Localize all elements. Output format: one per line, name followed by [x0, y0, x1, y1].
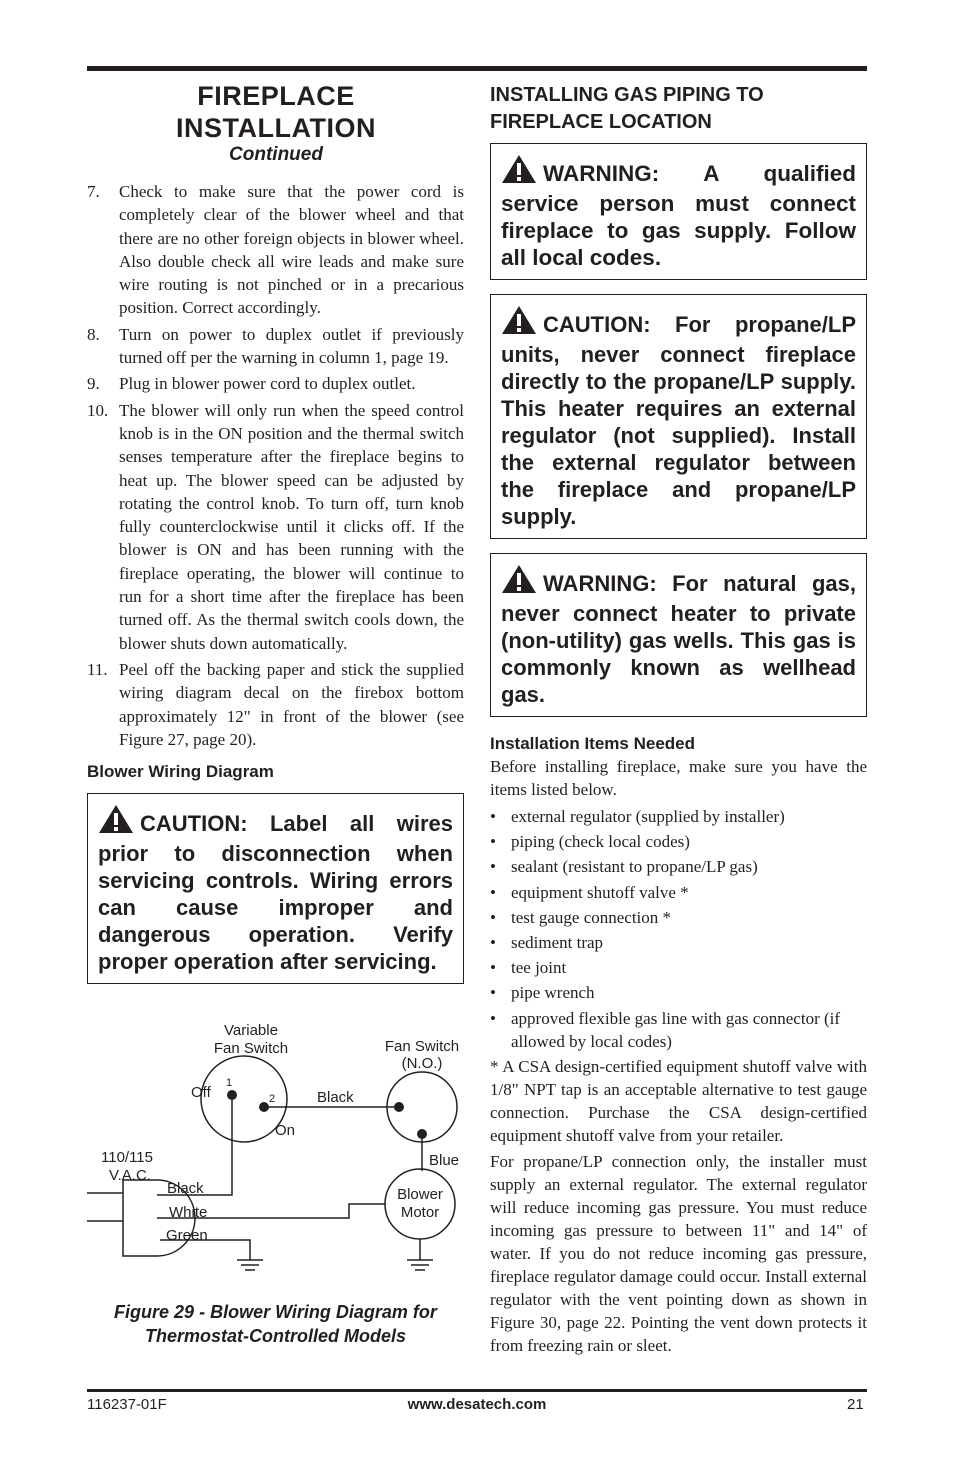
step-number: 11. [87, 659, 108, 679]
warning-triangle-icon [501, 305, 537, 341]
list-item: • sediment trap [490, 931, 867, 954]
figure-caption [87, 1300, 464, 1348]
gas-piping-heading [490, 82, 867, 136]
label-pos1: 1 [226, 1077, 233, 1089]
step-number: 10. [87, 400, 109, 420]
list-item: • approved flexible gas line with gas connector (if allowed by local codes) [490, 1007, 867, 1053]
step-text: The blower will only run when the speed control knob is in the ON position and the thermal switch senses temperature after the fireplace begins to heat up. The blower speed can be adjusted by rotating the control knob. To turn off, turn knob fully counterclockwise until it clicks off. If the blower is ON and has been running with the fireplace operating, the blower will continue to run for a short time after the fireplace has been turned off. As the thermal switch cools down, the blower shuts down automatically. [119, 400, 464, 653]
label-fan-switch: Fan Switch [213, 1040, 289, 1057]
list-item: • external regulator (supplied by installer) [490, 805, 867, 828]
step-item [87, 372, 464, 395]
propane-paragraph: For propane/LP connection only, the installer must supply an external regulator. The external regulator will reduce incoming gas pressure. You must reduce incoming gas pressure to between 11" and 14" of water. If you do not reduce incoming gas pressure, fireplace regulator damage could occur. Install external regulator with the vent pointing down as shown in Figure 30, page 22. Pointing the vent down protects it from freezing rain or sleet. [490, 1151, 867, 1355]
list-item: • tee joint [490, 956, 867, 979]
warning-wellhead-text: WARNING: For natural gas, never connect heater to private (non-utility) gas wells. This gas is commonly known as wellhead gas. [501, 571, 856, 707]
gas-piping-heading-line1: INSTALLING GAS PIPING TO [490, 84, 764, 106]
items-intro: Before installing fireplace, make sure you have the items listed below. [490, 757, 867, 799]
label-motor2: Motor [400, 1204, 440, 1221]
section-title-line1: FIREPLACE [197, 81, 355, 111]
label-motor1: Blower [397, 1186, 443, 1203]
figure-caption-line2: Thermostat-Controlled Models [144, 1326, 406, 1346]
right-column [490, 80, 867, 1357]
caution-box-wiring [87, 793, 464, 984]
caution-box-propane [490, 294, 867, 539]
label-vac: V.A.C. [109, 1167, 151, 1184]
step-text: Check to make sure that the power cord is completely clear of the blower wheel and that there are no other foreign objects in blower wheel. Also double check all wire leads and make sure wire routing is not pinched or in a precarious position. Correct accordingly. [119, 182, 464, 318]
step-number: 8. [87, 324, 100, 344]
section-title [87, 80, 465, 144]
warning-triangle-icon [501, 154, 537, 190]
label-voltage: 110/115 [101, 1149, 153, 1166]
label-on: On [275, 1122, 296, 1139]
list-item: • pipe wrench [490, 981, 867, 1004]
steps-list [87, 180, 464, 751]
figure-caption-line1: Figure 29 - Blower Wiring Diagram for [114, 1302, 437, 1322]
step-item [87, 399, 464, 655]
caution-propane-text: CAUTION: For propane/LP units, never connect fireplace directly to the propane/LP supply. This heater requires an external regulator (not supplied). Install the external regulator between the fireplace and propane/LP supply. [501, 312, 856, 529]
items-list [490, 805, 867, 1053]
section-subtitle: Continued [229, 144, 323, 165]
items-heading: Installation Items Needed [490, 734, 695, 753]
label-fan-switch-no: Fan Switch [384, 1038, 460, 1055]
step-item [87, 658, 464, 751]
gas-piping-heading-line2: FIREPLACE LOCATION [490, 111, 712, 133]
step-text: Plug in blower power cord to duplex outlet. [119, 374, 416, 394]
caution-wiring-text: CAUTION: Label all wires prior to disconnection when servicing controls. Wiring errors can cause improper and dangerous operation. Verify proper operation after servicing. [98, 811, 453, 975]
step-item [87, 180, 464, 320]
top-rule [87, 66, 867, 71]
part-number: 116237-01F [87, 1396, 167, 1413]
website-url: www.desatech.com [407, 1396, 547, 1413]
footnote-paragraph: * A CSA design-certified equipment shutoff valve with 1/8" NPT tap is an acceptable alternative to test gauge connection. Purchase the CSA design-certified equipment shutoff valve from your retailer. [490, 1056, 867, 1145]
label-black-top: Black [317, 1089, 354, 1106]
list-item: • piping (check local codes) [490, 830, 867, 853]
step-text: Peel off the backing paper and stick the supplied wiring diagram decal on the firebox bottom approximately 12" in front of the blower (see Figure 27, page 20). [119, 659, 464, 749]
label-off: Off [191, 1084, 211, 1101]
warning-triangle-icon [501, 564, 537, 600]
step-number: 7. [87, 182, 100, 201]
section-title-line2: INSTALLATION [176, 113, 376, 143]
left-column [87, 80, 464, 984]
warning-box-qualified [490, 143, 867, 280]
wiring-diagram-svg [87, 1012, 464, 1302]
list-item: • test gauge connection * [490, 906, 867, 929]
warning-qualified-text: WARNING: A qualified service person must connect fireplace to gas supply. Follow all local codes. [501, 161, 856, 270]
warning-triangle-icon [98, 804, 134, 840]
label-white: White [169, 1204, 208, 1221]
label-variable: Variable [224, 1022, 278, 1039]
warning-box-wellhead [490, 553, 867, 717]
label-black-left: Black [167, 1180, 204, 1197]
step-number: 9. [87, 374, 100, 394]
label-no: (N.O.) [401, 1055, 443, 1072]
list-item: • equipment shutoff valve * [490, 881, 867, 904]
page-number: 21 [847, 1396, 864, 1413]
list-item: • sealant (resistant to propane/LP gas) [490, 855, 867, 878]
label-blue: Blue [429, 1152, 460, 1169]
bottom-rule [87, 1389, 867, 1392]
label-green: Green [166, 1227, 208, 1244]
step-text: Turn on power to duplex outlet if previously turned off per the warning in column 1, page 19. [119, 324, 464, 368]
step-item [87, 323, 464, 370]
wiring-diagram [87, 1012, 464, 1302]
blower-wiring-heading: Blower Wiring Diagram [87, 762, 274, 782]
label-pos2: 2 [269, 1093, 276, 1105]
